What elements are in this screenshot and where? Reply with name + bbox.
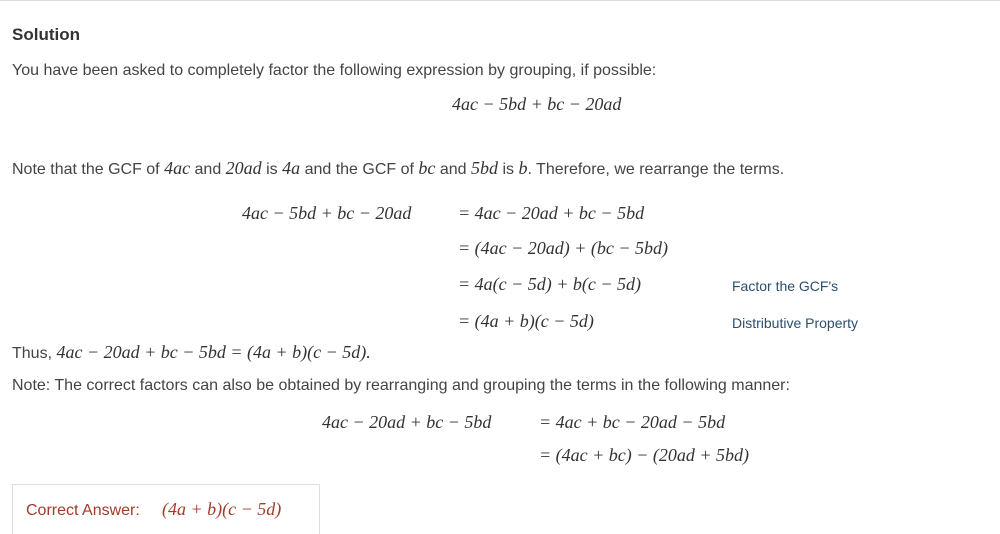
derivation-step-4: = (4a + b)(c − 5d) bbox=[458, 311, 594, 331]
gcf-note-text: is bbox=[498, 161, 519, 178]
step-4-annotation: Distributive Property bbox=[732, 315, 859, 331]
conclusion-equation: 4ac − 20ad + bc − 5bd = (4a + b)(c − 5d). bbox=[56, 342, 371, 362]
gcf-term-20ad: 20ad bbox=[225, 158, 262, 178]
derivation-step-2: = (4ac − 20ad) + (bc − 5bd) bbox=[458, 238, 669, 258]
gcf-note-text: . Therefore, we rearrange the terms. bbox=[527, 161, 785, 178]
alt-derivation-lhs: 4ac − 20ad + bc − 5bd bbox=[322, 412, 492, 432]
derivation-step-1: = 4ac − 20ad + bc − 5bd bbox=[458, 203, 645, 223]
intro-text: You have been asked to completely factor the following expression by grouping, if possible: bbox=[12, 62, 657, 79]
gcf-term-4a: 4a bbox=[282, 158, 301, 178]
correct-answer-value: (4a + b)(c − 5d) bbox=[162, 499, 282, 519]
conclusion bbox=[12, 342, 371, 363]
gcf-term-bc: bc bbox=[418, 158, 436, 178]
gcf-term-5bd: 5bd bbox=[471, 158, 498, 178]
gcf-note bbox=[12, 158, 784, 179]
gcf-term-b: b bbox=[518, 158, 528, 178]
solution-heading: Solution bbox=[12, 25, 80, 44]
step-3-annotation: Factor the GCF's bbox=[732, 278, 839, 294]
gcf-note-text: and the GCF of bbox=[300, 161, 419, 178]
gcf-note-text: is bbox=[261, 161, 283, 178]
gcf-note-text: and bbox=[190, 161, 226, 178]
correct-answer-box bbox=[12, 484, 320, 534]
gcf-term-4ac: 4ac bbox=[164, 158, 191, 178]
correct-answer-label: Correct Answer: bbox=[26, 502, 140, 519]
derivation-step-3: = 4a(c − 5d) + b(c − 5d) bbox=[458, 274, 642, 294]
alternate-note: Note: The correct factors can also be obtained by rearranging and grouping the terms in the following manner: bbox=[12, 377, 790, 394]
alt-derivation-step-1: = 4ac + bc − 20ad − 5bd bbox=[539, 412, 726, 432]
gcf-note-text: Note that the GCF of bbox=[12, 161, 165, 178]
main-expression: 4ac − 5bd + bc − 20ad bbox=[452, 94, 622, 114]
alt-derivation-step-2: = (4ac + bc) − (20ad + 5bd) bbox=[539, 445, 750, 465]
derivation-lhs: 4ac − 5bd + bc − 20ad bbox=[242, 203, 412, 223]
gcf-note-text: and bbox=[435, 161, 471, 178]
top-divider bbox=[0, 0, 1000, 1]
conclusion-prefix: Thus, bbox=[12, 345, 57, 362]
